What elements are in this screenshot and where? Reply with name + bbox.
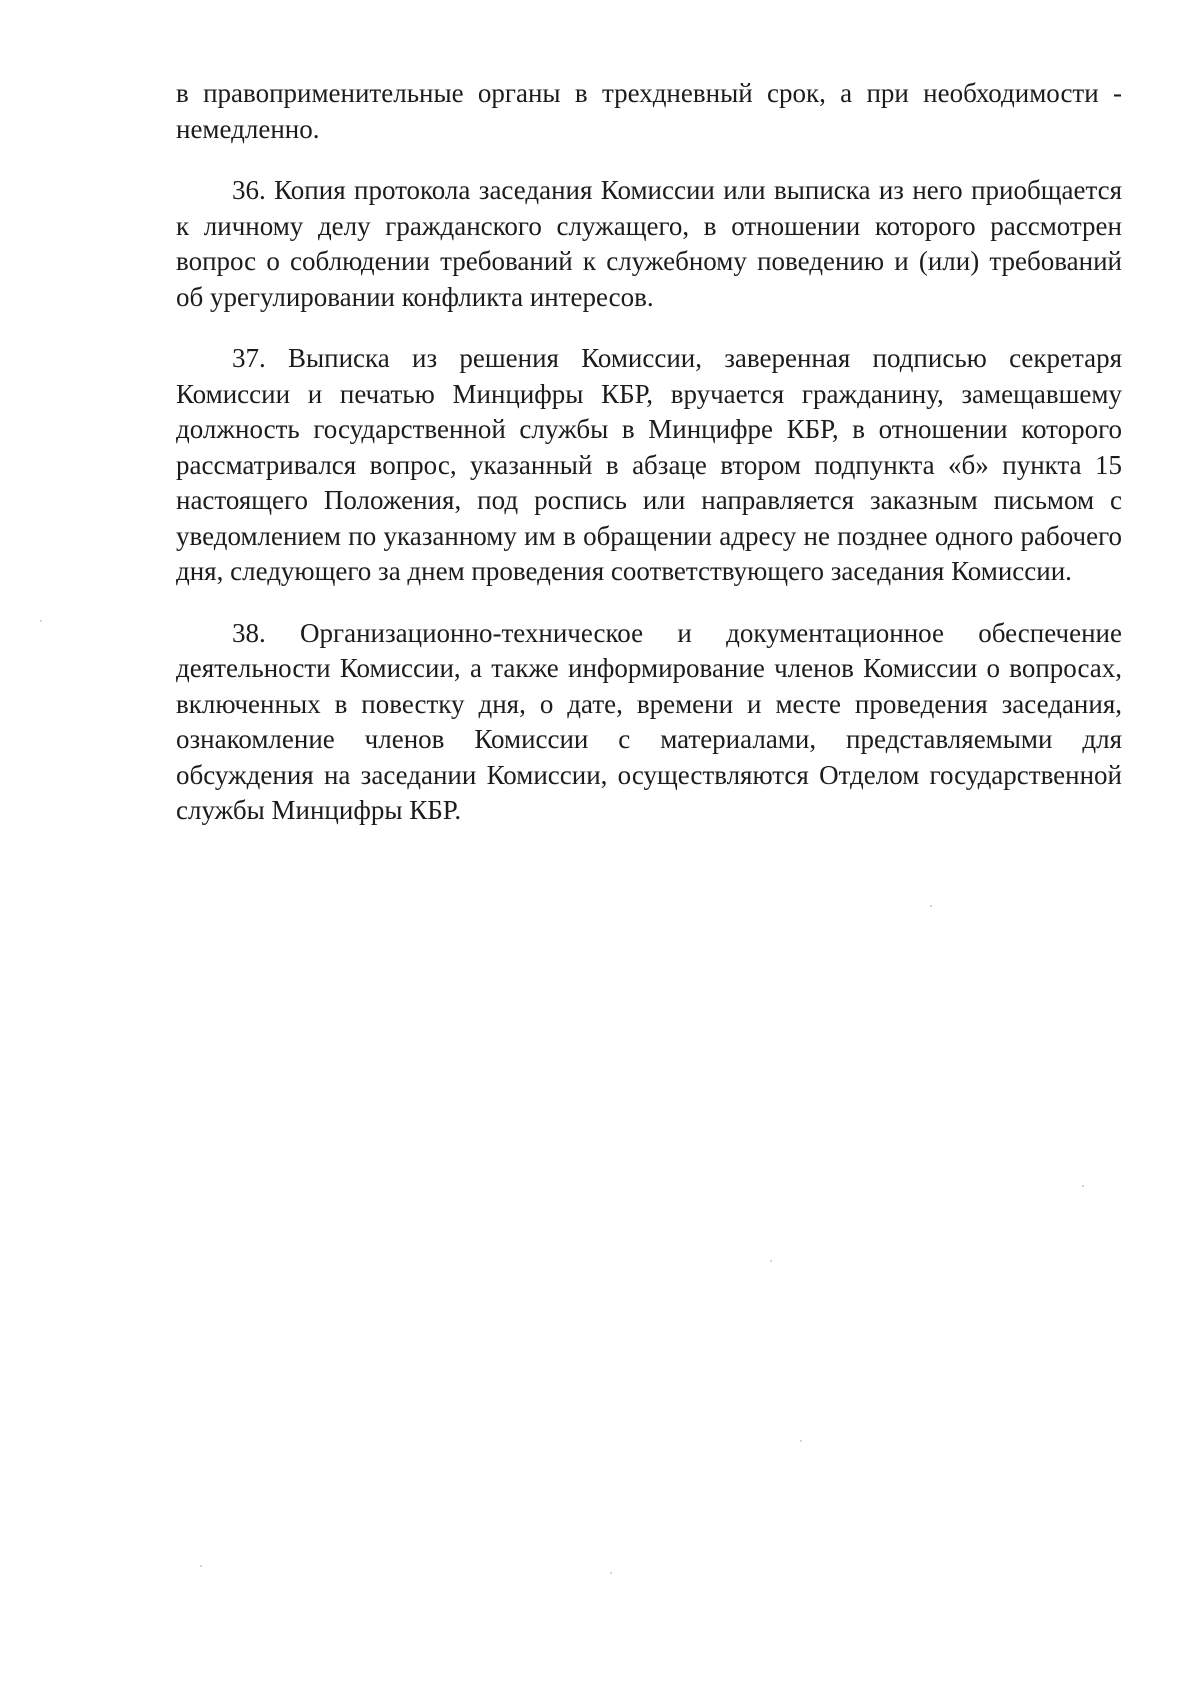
scan-speck: [770, 1260, 772, 1262]
paragraph-item-37: 37. Выписка из решения Комиссии, заверенная подписью секретаря Комиссии и печатью Минцифры КБР, вручается гражданину, замещавшему должность государственной службы в Минцифре КБР, в отношении которого рассматривался вопрос, указанный в абзаце втором подпункта «б» пункта 15 настоящего Положения, под роспись или направляется заказным письмом с уведомлением по указанному им в обращении адресу не позднее одного рабочего дня, следующего за днем проведения соответствующего заседания Комиссии.: [176, 343, 1122, 586]
paragraph-item-36: 36. Копия протокола заседания Комиссии или выписка из него приобщается к личному делу гражданского служащего, в отношении которого рассмотрен вопрос о соблюдении требований к служебному поведению и (или) требований об урегулировании конфликта интересов.: [176, 175, 1122, 312]
paragraph-continuation: в правоприменительные органы в трехдневный срок, а при необходимости - немедленно.: [176, 78, 1122, 144]
scan-speck: [800, 1440, 802, 1442]
scan-speck: [930, 905, 932, 907]
scan-speck: [610, 1572, 612, 1574]
document-body: [176, 76, 1122, 855]
scan-speck: [40, 620, 42, 622]
paragraph-item-38: 38. Организационно-техническое и документационное обеспечение деятельности Комиссии, а также информирование членов Комиссии о вопросах, включенных в повестку дня, о дате, времени и месте проведения заседания, ознакомление членов Комиссии с материалами, представляемыми для обсуждения на заседании Комиссии, осуществляются Отделом государственной службы Минцифры КБР.: [176, 617, 1122, 825]
scan-speck: [1082, 1185, 1084, 1187]
scan-speck: [200, 1565, 202, 1567]
